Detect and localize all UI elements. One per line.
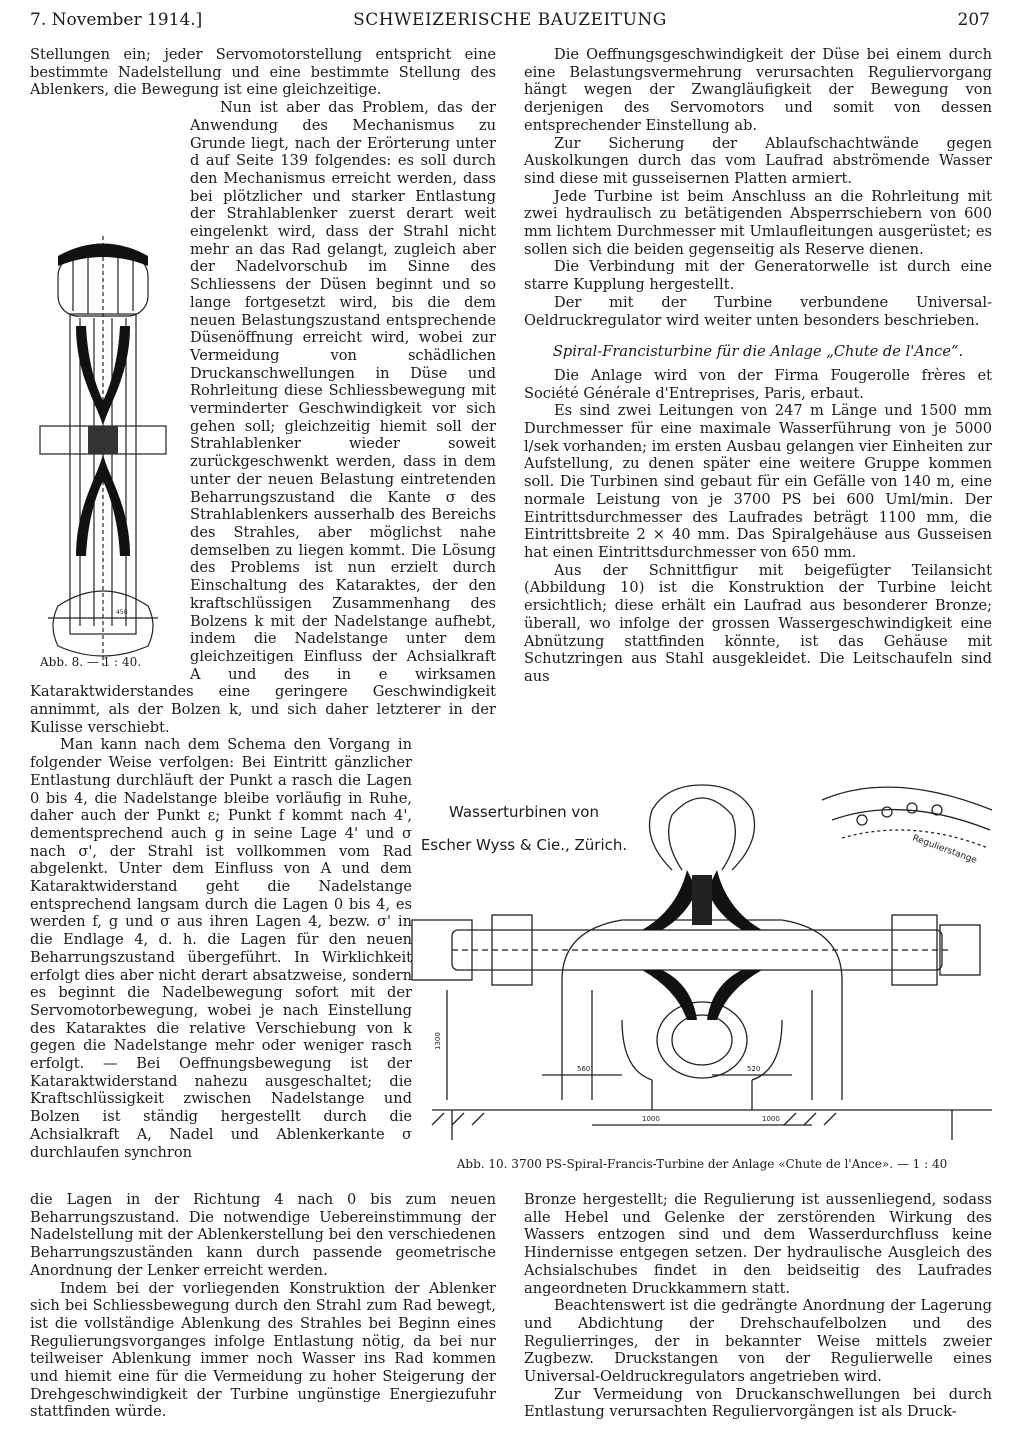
- page-header: [30, 8, 990, 34]
- paragraph: Beachtenswert ist die gedrängte Anordnung der Lagerung und Abdichtung der Drehschaufelbolzen und des Regulierringes, der in bekannter Weise mittels zweier Zugbezw. Druckstangen von der Regulierwelle eines Universal-Oeldruckregulators angetrieben wird.: [524, 1297, 992, 1386]
- issue-date: 7. November 1914.]: [30, 10, 203, 30]
- paragraph: Die Oeffnungsgeschwindigkeit der Düse bei einem durch eine Belastungsvermehrung verursachten Reguliervorgang hängt wegen der Zwangläufigkeit der Bewegung von derjenigen des Servomotors und somit von dessen entsprechender Einstellung ab.: [524, 46, 992, 134]
- section-heading: Spiral-Francisturbine für die Anlage „Chute de l'Ance“.: [552, 343, 964, 361]
- paragraph: Stellungen ein; jeder Servomotorstellung entspricht eine bestimmte Nadelstellung und eine bestimmte Stellung des Ablenkers, die Bewegung ist eine gleichzeitige.: [30, 46, 496, 99]
- figure-10-turbine-section-drawing: [392, 780, 1004, 1180]
- paragraph: Nun ist aber das Problem, das der Anwendung des Mechanismus zu Grunde liegt, nach der Erörterung unter d auf Seite 139 folgendes: es soll durch den Mechanismus erreicht werden, dass bei plötzlicher und starker Entlastung der Strahlablenker zuerst derart weit eingelenkt wird, dass der Strahl nicht mehr an das Rad gelangt, zugleich aber der Nadelvorschub im Sinne des Schliessens der Düsen beginnt und so lange fortgesetzt wird, bis die dem neuen Belastungszustand entsprechende Düsenöffnung erreicht wird, wobei zur Vermeidung von schädlichen Druckanschwellungen in Düse und Rohrleitung diese Schliessbewegung mit verminderter Geschwindigkeit vor sich gehen soll; gleichzeitig hiemit soll der Strahlablenker wieder soweit zurückgeschwenkt werden, dass in dem unter der neuen Belastung eintretenden Beharrungszustand die Kante σ des Strahlablenkers ausserhalb des Bereichs des Strahles, aber möglichst nahe demselben zu liegen kommt. Die Lösung des Problems ist nun erzielt durch Einschaltung des Kataraktes, der den kraftschlüssigen Zusammenhang des Bolzens k mit der Nadelstange aufhebt, indem die Nadelstange unter dem gleichzeitigen Einfluss der Achsialkraft A und des in e wirksamen Kataraktwiderstandes eine geringere Geschwindigkeit annimmt, als der Bolzen k, und sich daher letzterer in der Kulisse verschiebt.: [30, 99, 496, 736]
- paragraph: Zur Vermeidung von Druckanschwellungen bei durch Entlastung verursachten Reguliervorgängen ist als Druck-: [524, 1385, 992, 1421]
- svg-text:Regulierstange: Regulierstange: [910, 833, 979, 866]
- svg-text:1000: 1000: [762, 1115, 780, 1123]
- right-column-lower: [524, 1191, 992, 1421]
- svg-text:1000: 1000: [642, 1115, 660, 1123]
- page-number: 207: [957, 10, 990, 30]
- paragraph: Es sind zwei Leitungen von 247 m Länge und 1500 mm Durchmesser für eine maximale Wasserführung von je 5000 l/sek vorhanden; im ersten Ausbau gelangen vier Einheiten zur Aufstellung, zu denen später eine weitere Gruppe kommen soll. Die Turbinen sind gebaut für ein Gefälle von 140 m, eine normale Leistung von je 3700 PS bei 600 Uml/min. Der Eintrittsdurchmesser des Laufrades beträgt 1100 mm, die Eintrittsbreite 2 × 40 mm. Das Spiralgehäuse aus Gusseisen hat einen Eintrittsdurchmesser von 650 mm.: [524, 402, 992, 561]
- paragraph: Die Verbindung mit der Generatorwelle ist durch eine starre Kupplung hergestellt.: [524, 258, 992, 294]
- svg-text:560: 560: [577, 1065, 591, 1073]
- right-column-upper: [524, 46, 992, 686]
- paragraph: Zur Sicherung der Ablaufschachtwände gegen Auskolkungen durch das vom Laufrad abströmende Wasser sind diese mit gusseisernen Platten armiert.: [524, 134, 992, 187]
- paragraph: Man kann nach dem Schema den Vorgang in folgender Weise verfolgen: Bei Eintritt gänzlicher Entlastung durchläuft der Punkt a rasch die Lagen 0 bis 4, die Nadelstange bleibe vorläufig in Ruhe, daher auch der Punkt ε; Punkt f kommt nach 4', dementsprechend auch g in seine Lage 4' und σ nach σ', der Strahl ist vollkommen vom Rad abgelenkt. Unter dem Einfluss von A und dem Kataraktwiderstand geht die Nadelstange entsprechend langsam durch die Lagen 0 bis 4, es werden f, g und σ aus ihren Lagen 4, bezw. σ' in die Endlage 4, d. h. die Lagen für den neuen Beharrungszustand übergeführt. In Wirklichkeit erfolgt dies aber nicht derart absatzweise, sondern es beginnt die Nadelbewegung sofort mit der Servomotorbewegung, wobei je nach Einstellung des Kataraktes die relative Verschiebung von k gegen die Nadelstange mehr oder weniger rasch erfolgt. — Bei Oeffnungsbewegung ist der Kataraktwiderstand nahezu ausgeschaltet; die Kraftschlüssigkeit zwischen Nadelstange und Bolzen ist ständig hergestellt durch die Achsialkraft A, Nadel und Ablenkerkante σ durchlaufen synchron: [30, 736, 412, 1161]
- svg-text:520: 520: [747, 1065, 761, 1073]
- figure-10-title: Wasserturbinen von Escher Wyss & Cie., Zürich.: [420, 803, 628, 854]
- journal-title: SCHWEIZERISCHE BAUZEITUNG: [353, 10, 667, 30]
- figure-8-caption: Abb. 8. — 1 : 40.: [40, 655, 142, 669]
- paragraph: Die Anlage wird von der Firma Fougerolle frères et Société Générale d'Entreprises, Paris, erbaut.: [524, 366, 992, 402]
- figure-10-caption: Abb. 10. 3700 PS-Spiral-Francis-Turbine der Anlage «Chute de l'Ance». — 1 : 40: [456, 1157, 948, 1171]
- paragraph: Aus der Schnittfigur mit beigefügter Teilansicht (Abbildung 10) ist die Konstruktion der Turbine leicht ersichtlich; diese erhält ein Laufrad aus besonderer Bronze; überall, wo infolge der grossen Wassergeschwindigkeit eine Abnützung stattfinden könnte, ist das Gehäuse mit Schutzringen aus Stahl ausgekleidet. Die Leitschaufeln sind aus: [524, 561, 992, 685]
- paragraph: Der mit der Turbine verbundene Universal-Oeldruckregulator wird weiter unten besonders beschrieben.: [524, 293, 992, 329]
- svg-text:1300: 1300: [434, 1032, 442, 1050]
- paragraph: die Lagen in der Richtung 4 nach 0 bis zum neuen Beharrungszustand. Die notwendige Uebereinstimmung der Nadelstellung mit der Ablenkerstellung bei den verschiedenen Beharrungszuständen kann durch passende geometrische Anordnung der Lenker erreicht werden.: [30, 1191, 496, 1279]
- svg-text:450: 450: [116, 609, 128, 616]
- left-column-lower: [30, 1191, 496, 1421]
- paragraph: Bronze hergestellt; die Regulierung ist aussenliegend, sodass alle Hebel und Gelenke der zerstörenden Wirkung des Wassers entzogen sind und dem Wasserdurchfluss keine Hindernisse entgegen setzen. Der hydraulische Ausgleich des Achsialschubes findet in den beidseitig des Laufrades angeordneten Druckkammern statt.: [524, 1191, 992, 1297]
- paragraph: Jede Turbine ist beim Anschluss an die Rohrleitung mit zwei hydraulisch zu betätigenden Absperrschiebern von 600 mm lichtem Durchmesser mit Umlaufleitungen ausgerüstet; es sollen sich die beiden gegenseitig als Reserve dienen.: [524, 187, 992, 258]
- paragraph: Indem bei der vorliegenden Konstruktion der Ablenker sich bei Schliessbewegung durch den Strahl zum Rad bewegt, ist die vollständige Ablenkung des Strahles bei Beginn eines Regulierungsvorganges infolge Entlastung nötig, da bei nur teilweiser Ablenkung immer noch Wasser ins Rad kommen und hiemit eine für die Vermeidung zu hoher Steigerung der Drehgeschwindigkeit der Turbine ungünstige Energiezufuhr stattfinden würde.: [30, 1279, 496, 1421]
- figure-8-needle-nozzle-drawing: [28, 226, 178, 671]
